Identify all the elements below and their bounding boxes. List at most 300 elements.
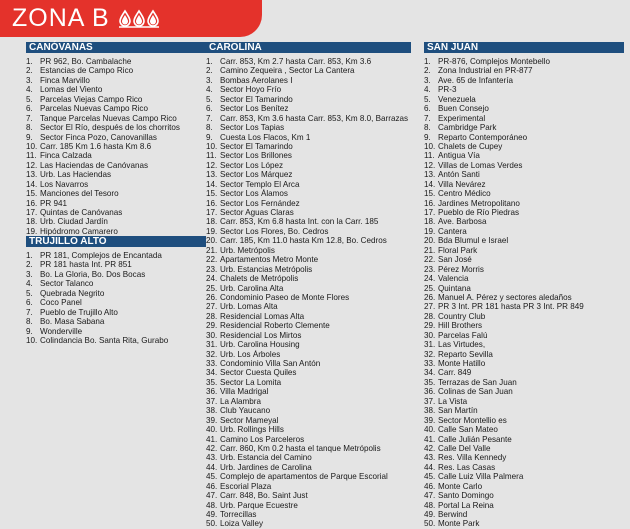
list-item	[26, 317, 206, 326]
list-item-number: 35.	[206, 377, 218, 387]
list-item-number: 8.	[26, 123, 33, 133]
list-item-number: 28.	[424, 311, 436, 321]
list-item-text: Sector Los López	[220, 160, 283, 170]
list-item	[424, 416, 624, 425]
list-item	[206, 217, 411, 226]
list-item	[206, 491, 411, 500]
zone-title-banner	[0, 0, 262, 37]
list-item-text: Valencia	[438, 274, 469, 284]
list-item-text: Carr. 185, Km 11.0 hasta Km 12.8, Bo. Cedros	[220, 236, 387, 246]
list-item-number: 5.	[206, 94, 213, 104]
list-item-number: 46.	[206, 481, 218, 491]
section-header-san-juan: SAN JUAN	[424, 42, 624, 53]
list-item-number: 37.	[206, 396, 218, 406]
list-item-number: 8.	[26, 317, 33, 327]
list-item	[424, 368, 624, 377]
list-item-number: 36.	[424, 387, 436, 397]
list-item	[206, 114, 411, 123]
list-item-number: 16.	[26, 198, 38, 208]
list-item-text: Las Virtudes,	[438, 340, 486, 350]
list-item-text: Hill Brothers	[438, 321, 483, 331]
list-item	[26, 66, 206, 75]
list-item-text: Villa Madrigal	[220, 387, 269, 397]
list-item	[424, 519, 624, 528]
list-item-number: 25.	[424, 283, 436, 293]
list-item-text: Calle Del Valle	[438, 443, 491, 453]
list-item-number: 13.	[424, 170, 436, 180]
list-item-number: 11.	[26, 151, 37, 161]
list-item-number: 42.	[424, 443, 436, 453]
list-item-number: 48.	[424, 500, 436, 510]
list-item-text: Urb. Las Haciendas	[40, 170, 112, 180]
list-item-number: 2.	[424, 66, 431, 76]
list-item	[206, 425, 411, 434]
list-item	[26, 170, 206, 179]
list-item-number: 2.	[26, 66, 33, 76]
list-item	[26, 208, 206, 217]
list-item	[206, 180, 411, 189]
list-item	[424, 161, 624, 170]
list-item-number: 45.	[206, 472, 218, 482]
section-carolina	[206, 42, 411, 529]
list-item-text: Urb. Metrópolis	[220, 245, 275, 255]
list-item-text: Condominio Villa San Antón	[220, 359, 321, 368]
list-item-number: 12.	[424, 160, 436, 170]
list-item-text: Ave. 65 de Infantería	[438, 75, 513, 85]
list-item-number: 32.	[424, 349, 436, 359]
list-item	[206, 170, 411, 179]
list-item-text: Calle Julián Pesante	[438, 434, 512, 444]
list-item	[26, 308, 206, 317]
list-item-number: 10.	[424, 141, 436, 151]
list-item-number: 12.	[206, 160, 218, 170]
list-item	[424, 189, 624, 198]
list-item-text: Berwind	[438, 510, 468, 519]
list-item-number: 14.	[424, 179, 436, 189]
list-item-number: 6.	[424, 104, 431, 114]
list-item	[206, 472, 411, 481]
list-item	[424, 425, 624, 434]
list-item	[424, 435, 624, 444]
list-item	[424, 472, 624, 481]
list-item-text: Monte Park	[438, 519, 480, 529]
list-item-number: 41.	[206, 434, 218, 444]
list-item	[206, 274, 411, 283]
list-item-text: Condominio Paseo de Monte Flores	[220, 292, 350, 302]
list-item-text: Sector Hoyo Frío	[220, 85, 282, 95]
list-item	[206, 519, 411, 528]
list-item-number: 4.	[206, 85, 213, 95]
list-item-text: Sector El Tamarindo	[220, 94, 293, 104]
list-item-number: 13.	[206, 170, 218, 180]
list-item	[424, 463, 624, 472]
list-item	[206, 246, 411, 255]
list-item-text: Sector Los Álamos	[220, 189, 288, 199]
list-item-text: Calle San Mateo	[438, 425, 498, 435]
list-item-text: Colinas de San Juan	[438, 387, 513, 397]
trujillo-alto-list	[26, 251, 206, 345]
list-item	[26, 76, 206, 85]
list-item-number: 7.	[26, 307, 33, 317]
list-item-text: Centro Médico	[438, 189, 491, 199]
list-item-number: 27.	[206, 302, 218, 312]
list-item-text: Sector El Río, después de los chorritos	[40, 123, 180, 133]
list-item-text: Sector Templo El Arca	[220, 179, 300, 189]
list-item-number: 18.	[26, 217, 38, 227]
list-item-number: 34.	[206, 368, 218, 378]
list-item-text: PR-3	[438, 85, 457, 95]
list-item	[424, 76, 624, 85]
list-item-text: Urb. Parque Ecuestre	[220, 500, 298, 510]
list-item	[424, 274, 624, 283]
list-item-text: PR-876, Complejos Montebello	[438, 57, 551, 66]
list-item-number: 50.	[424, 519, 436, 529]
list-item-number: 34.	[424, 368, 436, 378]
list-item	[206, 227, 411, 236]
list-item	[424, 350, 624, 359]
list-item-number: 31.	[206, 340, 218, 350]
list-item-text: Urb. Ciudad Jardín	[40, 217, 108, 227]
list-item-text: Bda Blumul e Israel	[438, 236, 509, 246]
list-item-number: 29.	[424, 321, 436, 331]
list-item-number: 24.	[206, 274, 218, 284]
list-item-text: Finca Marvillo	[40, 75, 90, 85]
list-item-number: 5.	[26, 94, 33, 104]
list-item-number: 21.	[206, 245, 218, 255]
list-item-number: 40.	[206, 425, 218, 435]
list-item	[424, 397, 624, 406]
list-item	[206, 161, 411, 170]
carolina-list	[206, 57, 411, 529]
list-item	[26, 104, 206, 113]
list-item	[26, 85, 206, 94]
list-item-text: Sector Finca Pozo, Canovanillas	[40, 132, 157, 142]
list-item-text: Residencial Roberto Clemente	[220, 321, 330, 331]
list-item-number: 7.	[206, 113, 213, 123]
list-item	[206, 444, 411, 453]
list-item-text: Tanque Parcelas Nuevas Campo Rico	[40, 113, 177, 123]
list-item	[26, 260, 206, 269]
list-item-text: Portal La Reina	[438, 500, 494, 510]
list-item-text: Sector Los Fernández	[220, 198, 300, 208]
list-item	[424, 85, 624, 94]
list-item	[206, 463, 411, 472]
list-item	[424, 227, 624, 236]
list-item	[424, 114, 624, 123]
list-item-number: 20.	[424, 236, 436, 246]
list-item	[26, 251, 206, 260]
list-item-text: Hipódromo Camarero	[40, 226, 118, 236]
list-item	[206, 236, 411, 245]
list-item-number: 20.	[206, 236, 218, 246]
list-item-text: Loiza Valley	[220, 519, 264, 529]
list-item-text: Club Yaucano	[220, 406, 271, 416]
list-item	[26, 217, 206, 226]
list-item-number: 26.	[424, 292, 436, 302]
list-item	[424, 104, 624, 113]
list-item	[424, 95, 624, 104]
list-item	[26, 57, 206, 66]
list-item-text: Sector Los Márquez	[220, 170, 293, 180]
list-item-text: Parcelas Nuevas Campo Rico	[40, 104, 148, 114]
list-item-text: Sector Los Flores, Bo. Cedros	[220, 226, 329, 236]
list-item-number: 14.	[206, 179, 218, 189]
list-item-text: La Vista	[438, 396, 468, 406]
list-item-text: Lomas del Viento	[40, 85, 103, 95]
list-item	[424, 142, 624, 151]
list-item-number: 4.	[26, 85, 33, 95]
list-item-number: 43.	[206, 453, 218, 463]
list-item-number: 38.	[424, 406, 436, 416]
list-item-text: Las Haciendas de Canóvanas	[40, 160, 148, 170]
list-item	[206, 142, 411, 151]
list-item-number: 16.	[206, 198, 218, 208]
list-item-number: 22.	[206, 255, 218, 265]
list-item	[424, 510, 624, 519]
list-item-number: 3.	[26, 75, 33, 85]
list-item-text: Monte Carlo	[438, 481, 483, 491]
list-item	[206, 331, 411, 340]
list-item-number: 15.	[26, 189, 38, 199]
list-item-text: Urb. Jardines de Carolina	[220, 462, 312, 472]
list-item-text: Experimental	[438, 113, 486, 123]
list-item-number: 48.	[206, 500, 218, 510]
list-item-text: Urb. Estancia del Camino	[220, 453, 312, 463]
list-item-number: 13.	[26, 170, 38, 180]
list-item-text: Villa Nevárez	[438, 179, 486, 189]
list-item-number: 11.	[206, 151, 217, 161]
list-item	[424, 133, 624, 142]
list-item-number: 47.	[206, 491, 218, 501]
list-item	[206, 321, 411, 330]
list-item-text: Torrecillas	[220, 510, 257, 519]
list-item	[424, 208, 624, 217]
list-item	[26, 180, 206, 189]
list-item-number: 16.	[424, 198, 436, 208]
list-item-text: Escorial Plaza	[220, 481, 272, 491]
list-item-text: Wonderville	[40, 326, 83, 336]
list-item-number: 30.	[424, 330, 436, 340]
list-item-text: Quebrada Negrito	[40, 288, 105, 298]
list-item-number: 1.	[26, 57, 33, 66]
list-item-text: Zona Industrial en PR-877	[438, 66, 533, 76]
list-item-number: 9.	[26, 132, 33, 142]
list-item-text: Bo. La Gloria, Bo. Dos Bocas	[40, 269, 146, 279]
list-item	[26, 95, 206, 104]
list-item-number: 15.	[206, 189, 218, 199]
list-item-text: San José	[438, 255, 472, 265]
list-item	[424, 57, 624, 66]
list-item-number: 47.	[424, 491, 436, 501]
list-item	[26, 199, 206, 208]
list-item	[26, 227, 206, 236]
list-item-number: 46.	[424, 481, 436, 491]
list-item-text: Carr. 853, Km 3.6 hasta Carr. 853, Km 8.0, Barrazas	[220, 113, 409, 123]
list-item	[424, 331, 624, 340]
list-item-number: 19.	[206, 226, 218, 236]
list-item	[26, 327, 206, 336]
list-item-text: Quintas de Canóvanas	[40, 208, 123, 217]
list-item-text: Camino Zequeira , Sector La Cantera	[220, 66, 355, 76]
list-item-text: Urb. Carolina Housing	[220, 340, 300, 350]
list-item-text: Sector La Lomita	[220, 377, 282, 387]
list-item-text: Parcelas Falú	[438, 330, 488, 340]
list-item-number: 5.	[26, 288, 33, 298]
list-item-number: 29.	[206, 321, 218, 331]
list-item	[424, 293, 624, 302]
list-item-number: 26.	[206, 292, 218, 302]
list-item-text: Sector Montellio es	[438, 415, 507, 425]
list-item-text: PR 962, Bo. Cambalache	[40, 57, 132, 66]
section-canovanas	[26, 42, 206, 236]
list-item-number: 14.	[26, 179, 38, 189]
list-item-number: 37.	[424, 396, 436, 406]
list-item	[26, 151, 206, 160]
list-item-text: Jardines Metropolitano	[438, 198, 520, 208]
list-item-text: Bombas Aerolanes I	[220, 75, 293, 85]
list-item-number: 44.	[206, 462, 218, 472]
list-item-text: Res. Villa Kennedy	[438, 453, 507, 463]
list-item-number: 1.	[26, 251, 33, 260]
list-item	[206, 57, 411, 66]
list-item-number: 30.	[206, 330, 218, 340]
list-item-text: Quintana	[438, 283, 471, 293]
list-item	[206, 397, 411, 406]
list-item	[26, 298, 206, 307]
list-item-number: 3.	[206, 75, 213, 85]
list-item-text: Complejo de apartamentos de Parque Escorial	[220, 472, 388, 482]
list-item-number: 36.	[206, 387, 218, 397]
list-item-text: Urb. Los Árboles	[220, 349, 281, 359]
list-item-number: 31.	[424, 340, 436, 350]
list-item-text: Finca Calzada	[40, 151, 92, 161]
list-item-text: Colindancia Bo. Santa Rita, Gurabo	[40, 335, 169, 345]
list-item-number: 8.	[424, 123, 431, 133]
list-item	[206, 133, 411, 142]
list-item	[424, 236, 624, 245]
list-item-number: 15.	[424, 189, 436, 199]
list-item-number: 19.	[424, 226, 436, 236]
list-item-number: 40.	[424, 425, 436, 435]
list-item-number: 42.	[206, 443, 218, 453]
list-item-number: 45.	[424, 472, 436, 482]
list-item-text: Residencial Lomas Alta	[220, 311, 305, 321]
list-item	[206, 265, 411, 274]
list-item-number: 25.	[206, 283, 218, 293]
list-item-number: 10.	[26, 141, 38, 151]
list-item-text: Cantera	[438, 226, 467, 236]
list-item	[206, 378, 411, 387]
list-item-text: Sector Los Benítez	[220, 104, 289, 114]
list-item	[26, 270, 206, 279]
list-item-number: 6.	[26, 298, 33, 308]
list-item-text: Calle Luiz Villa Palmera	[438, 472, 524, 482]
list-item	[424, 199, 624, 208]
list-item-number: 4.	[26, 279, 33, 289]
list-item	[424, 265, 624, 274]
section-header-canovanas: CANÓVANAS	[26, 42, 206, 53]
list-item	[206, 340, 411, 349]
list-item	[424, 312, 624, 321]
list-item	[424, 302, 624, 311]
list-item-text: Apartamentos Metro Monte	[220, 255, 319, 265]
canovanas-list	[26, 57, 206, 236]
list-item-text: PR 3 Int. PR 181 hasta PR 3 Int. PR 849	[438, 302, 584, 312]
list-item-number: 27.	[424, 302, 436, 312]
list-item	[424, 482, 624, 491]
list-item	[26, 279, 206, 288]
list-item	[26, 142, 206, 151]
list-item-text: Carr. 849	[438, 368, 472, 378]
list-item-number: 5.	[424, 94, 431, 104]
list-item-number: 2.	[26, 260, 33, 270]
list-item	[206, 208, 411, 217]
list-item-text: Urb. Carolina Alta	[220, 283, 284, 293]
list-item	[26, 123, 206, 132]
list-item	[424, 255, 624, 264]
list-item-number: 28.	[206, 311, 218, 321]
list-item-text: Monte Hatillo	[438, 359, 486, 368]
list-item	[424, 284, 624, 293]
list-item-text: Ave. Barbosa	[438, 217, 487, 227]
list-item-number: 49.	[424, 510, 436, 519]
list-item	[424, 359, 624, 368]
list-item	[206, 406, 411, 415]
list-item	[424, 340, 624, 349]
list-item-text: Antón Santi	[438, 170, 480, 180]
list-item	[206, 189, 411, 198]
list-item-number: 38.	[206, 406, 218, 416]
section-header-carolina: CAROLINA	[206, 42, 411, 53]
list-item-number: 1.	[206, 57, 213, 66]
list-item	[424, 151, 624, 160]
list-item-text: Terrazas de San Juan	[438, 377, 517, 387]
list-item-number: 10.	[26, 335, 38, 345]
zone-title: ZONA B	[12, 4, 110, 32]
list-item	[206, 302, 411, 311]
list-item	[424, 387, 624, 396]
list-item	[206, 387, 411, 396]
list-item-number: 18.	[424, 217, 436, 227]
list-item	[206, 435, 411, 444]
list-item-number: 11.	[424, 151, 435, 161]
list-item	[206, 416, 411, 425]
list-item	[206, 95, 411, 104]
list-item-number: 33.	[424, 359, 436, 368]
list-item-text: PR 181, Complejos de Encantada	[40, 251, 162, 260]
list-item-text: Pérez Morris	[438, 264, 484, 274]
list-item-number: 23.	[206, 264, 218, 274]
list-item	[206, 510, 411, 519]
list-item-number: 12.	[26, 160, 38, 170]
list-item	[206, 104, 411, 113]
list-item	[206, 123, 411, 132]
list-item-number: 43.	[424, 453, 436, 463]
list-item	[424, 180, 624, 189]
section-header-trujillo-alto: TRUJILLO ALTO	[26, 236, 206, 247]
list-item-text: Coco Panel	[40, 298, 82, 308]
list-item-text: Estancias de Campo Rico	[40, 66, 134, 76]
list-item	[424, 378, 624, 387]
list-item	[424, 321, 624, 330]
list-item-number: 7.	[424, 113, 431, 123]
list-item-text: La Alambra	[220, 396, 261, 406]
list-item-text: Urb. Lomas Alta	[220, 302, 278, 312]
list-item-number: 49.	[206, 510, 218, 519]
list-item-text: Urb. Estancias Metrópolis	[220, 264, 313, 274]
list-item-text: Reparto Sevilla	[438, 349, 493, 359]
list-item-text: Floral Park	[438, 245, 478, 255]
